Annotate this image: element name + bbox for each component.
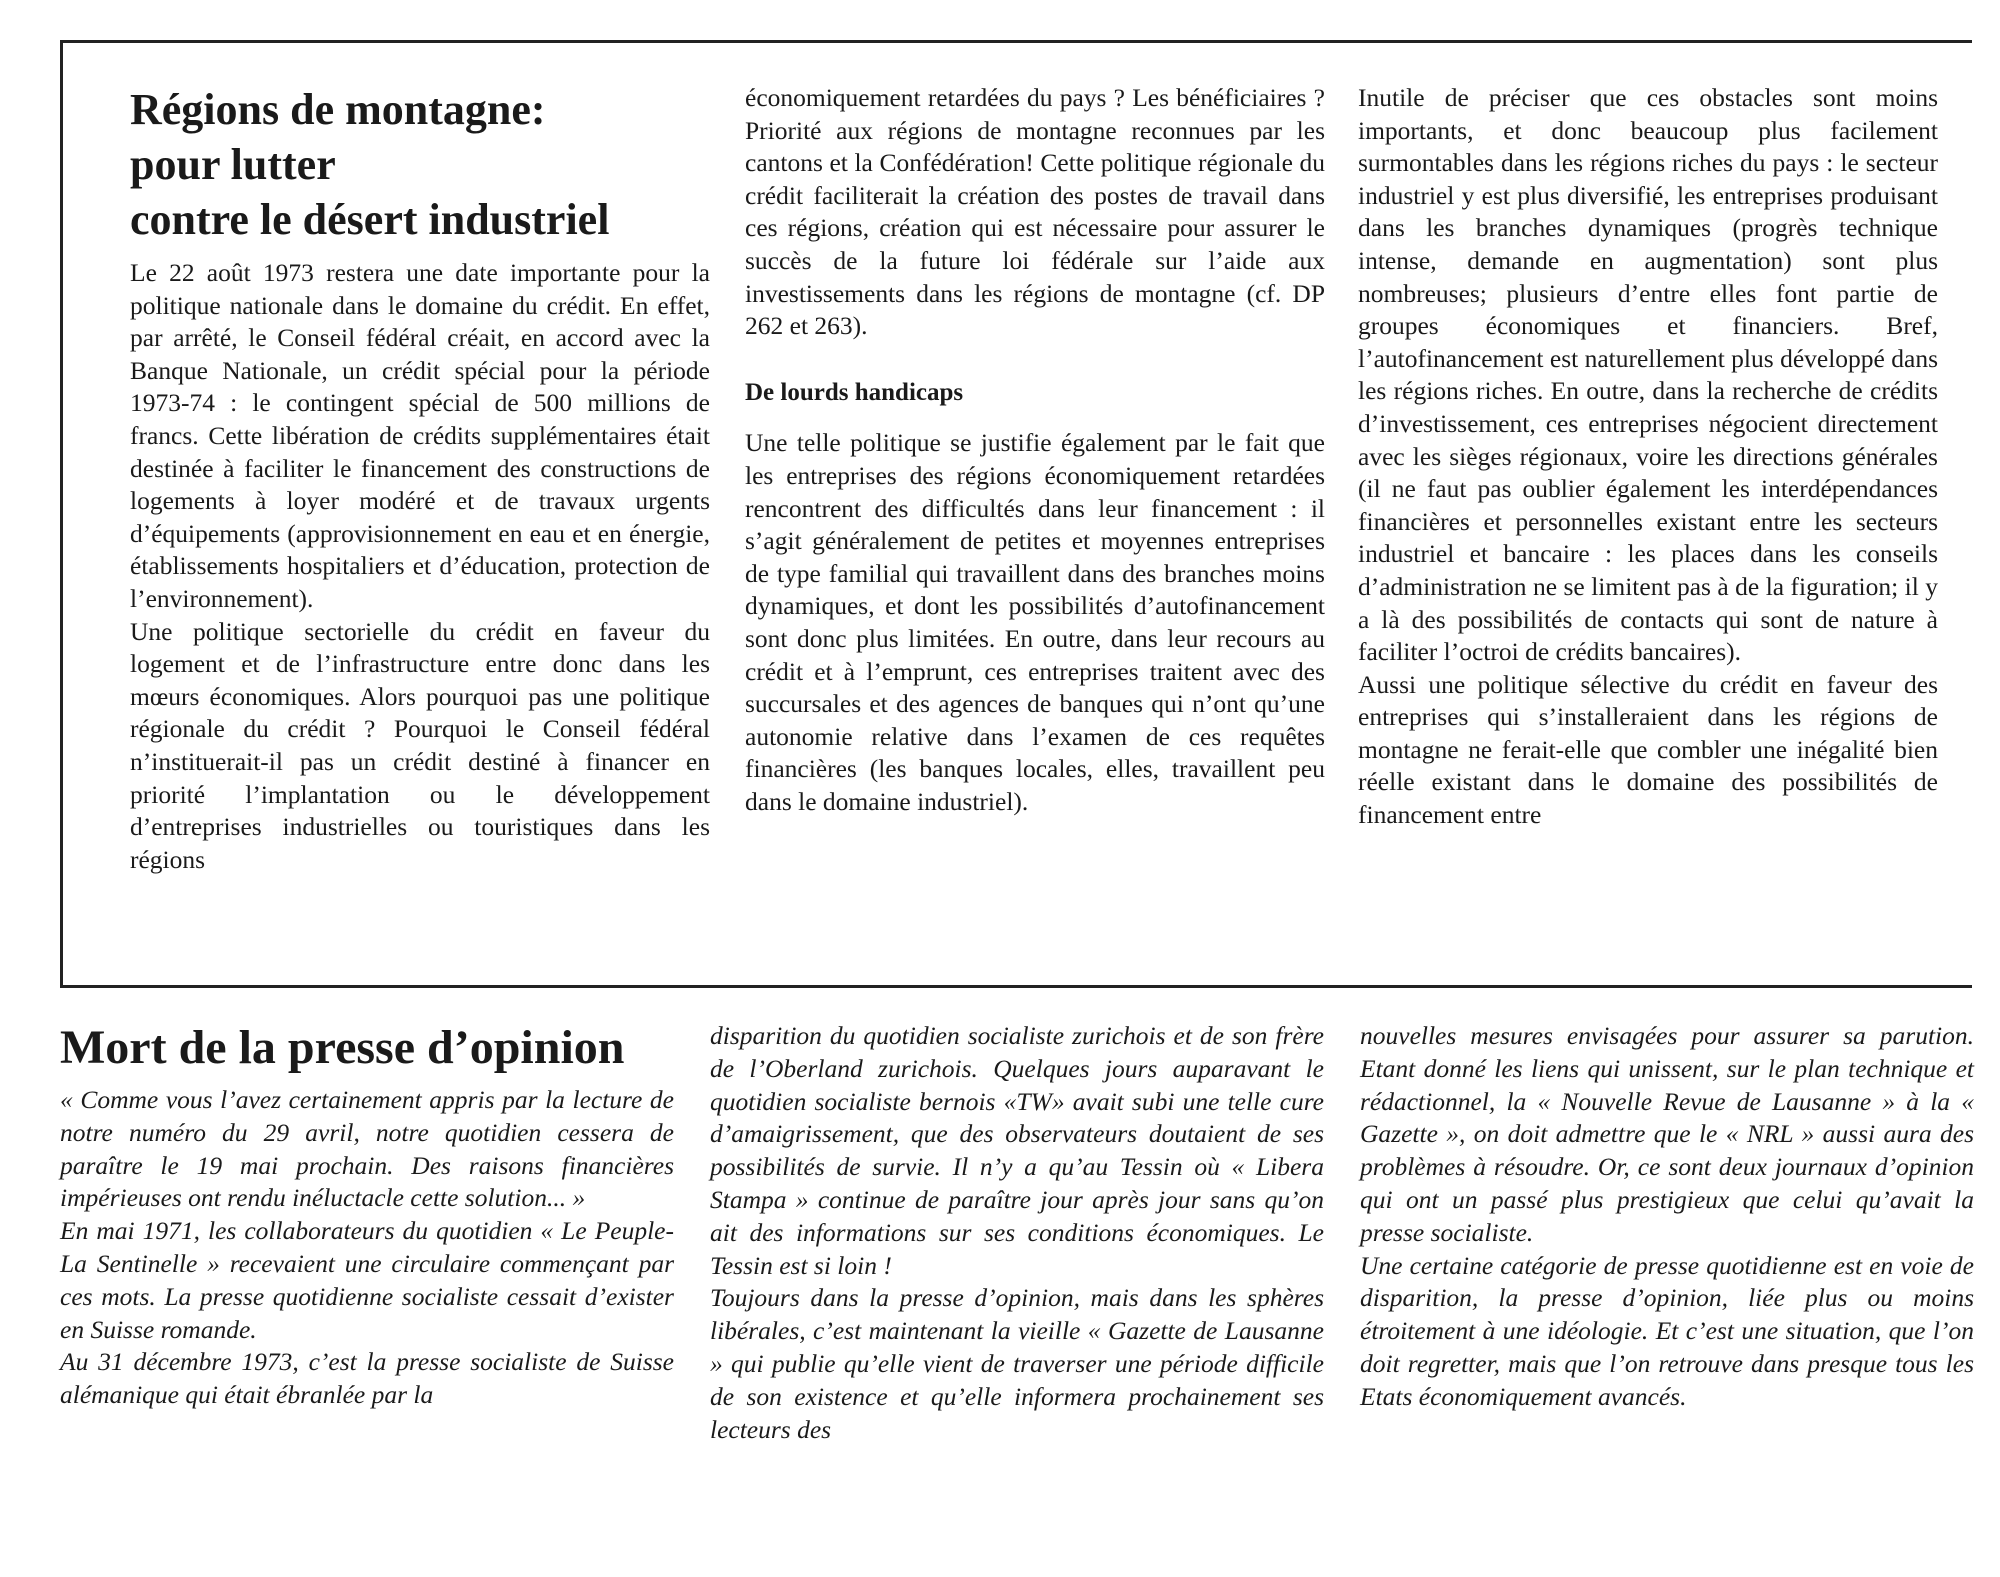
headline-line-1: Régions de montagne: (130, 85, 546, 134)
subheading: De lourds handicaps (745, 378, 964, 406)
article2-column-2 (710, 1020, 1324, 1446)
paragraph: « Comme vous l’avez certainement appris par la lecture de notre numéro du 29 avril, notre quotidien cessera de paraître le 19 mai prochain. Des raisons financières impérieuses ont rendu inéluctacle cette solution... » (60, 1085, 674, 1213)
headline-line-3: contre le désert industriel (130, 195, 610, 244)
article2-headline: Mort de la presse d’opinion (60, 1021, 625, 1074)
article2-column-1 (60, 1020, 674, 1412)
article1-column-1 (130, 82, 710, 876)
article1-headline (130, 82, 710, 247)
headline-line-2: pour lutter (130, 140, 336, 189)
article1-column-2 (745, 82, 1325, 818)
paragraph: Une telle politique se justifie également par le fait que les entreprises des régions économiquement retardées rencontrent des difficultés dans leur financement : il s’agit généralement de petites et moyennes entreprises de type familial qui travaillent dans des branches moins dynamiques, et dont les possibilités d’autofinancement sont donc plus limitées. En outre, dans leur recours au crédit et à l’emprunt, ces entreprises traitent avec des succursales et des agences de banques qui n’ont qu’une autonomie relative dans l’examen de ces requêtes financières (les banques locales, elles, travaillent peu dans le domaine industriel). (745, 428, 1325, 816)
paragraph: Le 22 août 1973 restera une date importante pour la politique nationale dans le domaine du crédit. En effet, par arrêté, le Conseil fédéral créait, en accord avec la Banque Nationale, un crédit spécial pour la période 1973-74 : le contingent spécial de 500 millions de francs. Cette libération de crédits supplémentaires était destinée à faciliter le financement des constructions de logements à loyer modéré et de travaux urgents d’équipements (approvisionnement en eau et en énergie, établissements hospitaliers et d’éducation, protection de l’environnement). (130, 258, 710, 613)
paragraph: En mai 1971, les collaborateurs du quotidien « Le Peuple-La Sentinelle » recevaient une circulaire commençant par ces mots. La presse quotidienne socialiste cessait d’exister en Suisse romande. (60, 1216, 674, 1344)
paragraph: Une certaine catégorie de presse quotidienne est en voie de disparition, la presse d’opinion, liée plus ou moins étroitement à une idéologie. Et c’est une situation, que l’on doit regretter, mais que l’on retrouve dans presque tous les Etats économiquement avancés. (1360, 1250, 1974, 1411)
article2-column-3 (1360, 1020, 1974, 1414)
paragraph: Toujours dans la presse d’opinion, mais dans les sphères libérales, c’est maintenant la vieille « Gazette de Lausanne » qui publie qu’elle vient de traverser une période difficile de son existence et qu’elle informera prochainement ses lecteurs des (710, 1283, 1324, 1444)
paragraph: Une politique sectorielle du crédit en faveur du logement et de l’infrastructure entre donc dans les mœurs économiques. Alors pourquoi pas une politique régionale du crédit ? Pourquoi le Conseil fédéral n’instituerait-il pas un crédit destiné à financer en priorité l’implantation ou le développement d’entreprises industrielles ou touristiques dans les régions (130, 616, 710, 874)
paragraph: disparition du quotidien socialiste zurichois et de son frère de l’Oberland zurichois. Quelques jours auparavant le quotidien socialiste bernois «TW» avait subi une telle cure d’amaigrissement, que des observateurs doutaient de ses possibilités de survie. Il n’y a qu’au Tessin où « Libera Stampa » continue de paraître jour après jour sans qu’on ait des informations sur ses conditions économiques. Le Tessin est si loin ! (710, 1021, 1324, 1280)
paragraph: Inutile de préciser que ces obstacles sont moins importants, et donc beaucoup plus facilement surmontables dans les régions riches du pays : le secteur industriel y est plus diversifié, les entreprises produisant dans les branches dynamiques (progrès technique intense, demande en augmentation) sont plus nombreuses; plusieurs d’entre elles font partie de groupes économiques et financiers. Bref, l’autofinancement est naturellement plus développé dans les régions riches. En outre, dans la recherche de crédits d’investissement, ces entreprises négocient directement avec les sièges régionaux, voire les directions générales (il ne faut pas oublier également les interdépendances financières et personnelles existant entre les secteurs industriel et bancaire : les places dans les conseils d’administration ne se limitent pas à de la figuration; il y a là des possibilités de contacts qui sont de nature à faciliter l’octroi de crédits bancaires). (1358, 83, 1938, 667)
article1-column-3 (1358, 82, 1938, 832)
paragraph: économiquement retardées du pays ? Les bénéficiaires ? Priorité aux régions de montagne reconnues par les cantons et la Confédération! Cette politique régionale du crédit faciliterait la création des postes de travail dans ces régions, création qui est nécessaire pour assurer le succès de la future loi fédérale sur l’aide aux investissements dans les régions de montagne (cf. DP 262 et 263). (745, 83, 1325, 341)
paragraph: Aussi une politique sélective du crédit en faveur des entreprises qui s’installeraient dans les régions de montagne ne ferait-elle que combler une inégalité bien réelle existant dans le domaine des possibilités de financement entre (1358, 669, 1938, 830)
paragraph: nouvelles mesures envisagées pour assurer sa parution. Etant donné les liens qui unissent, sur le plan technique et rédactionnel, la « Nouvelle Revue de Lausanne » à la « Gazette », on doit admettre que le « NRL » aussi aura des problèmes à résoudre. Or, ce sont deux journaux d’opinion qui ont un passé plus prestigieux que celui qu’avait la presse socialiste. (1360, 1021, 1974, 1247)
paragraph: Au 31 décembre 1973, c’est la presse socialiste de Suisse alémanique qui était ébranlée par la (60, 1347, 674, 1410)
